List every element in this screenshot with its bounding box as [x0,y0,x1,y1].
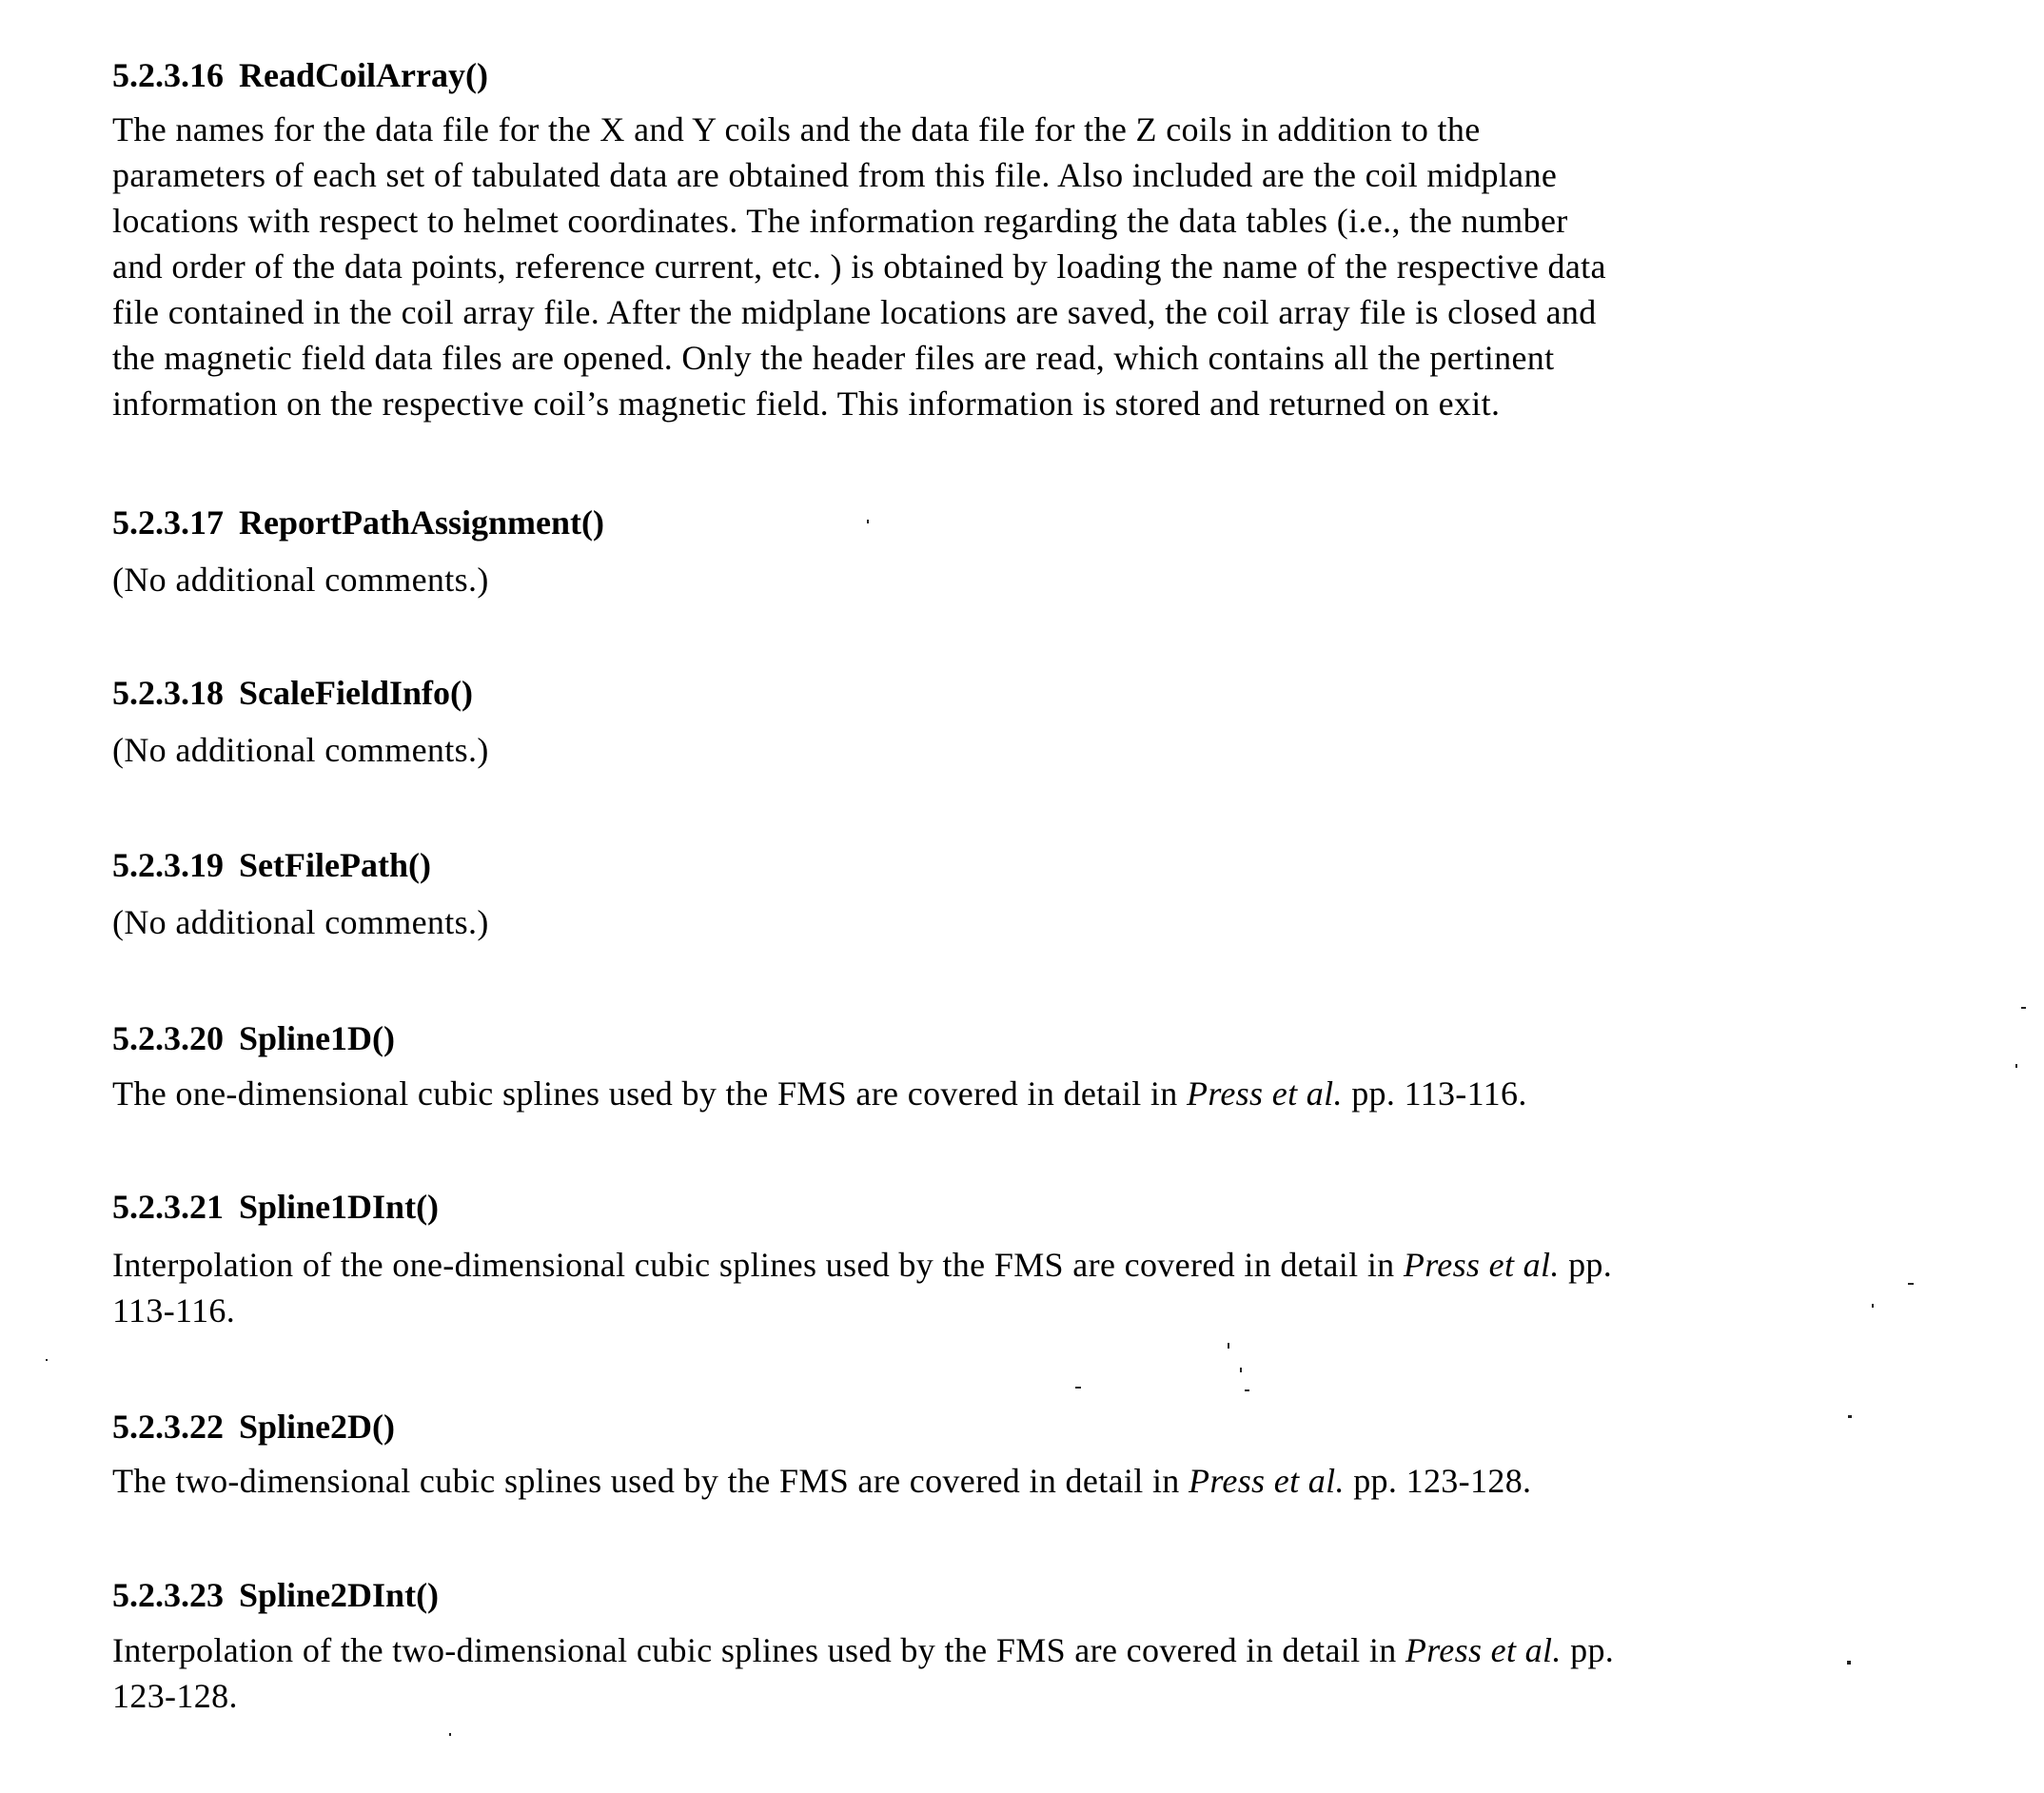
section-title: Spline1DInt() [239,1188,440,1226]
paragraph-text: Interpolation of the two-dimensional cubic splines used by the FMS are covered in detail in [112,1631,1405,1669]
paragraph-line: locations with respect to helmet coordinates. The information regarding the data tables (i.e., the number [112,202,1568,240]
section-title: Spline2DInt() [239,1576,440,1614]
section-number: 5.2.3.17 [112,503,224,542]
citation-reference: Press et al. [1189,1462,1345,1500]
scan-artifact [1245,1389,1249,1391]
paragraph-line: (No additional comments.) [112,903,489,941]
section-body-set-file-path [112,899,489,945]
paragraph-line: the magnetic field data files are opened. Only the header files are read, which contains all the pertinent [112,339,1555,377]
section-body-report-path-assignment [112,557,489,602]
section-heading-spline1d [112,1015,395,1061]
paragraph-line: parameters of each set of tabulated data are obtained from this file. Also included are the coil midplane [112,156,1558,194]
scan-artifact [867,520,869,523]
section-body-spline1d-int [112,1242,1612,1333]
section-title: Spline1D() [239,1019,396,1057]
paragraph-line: information on the respective coil’s magnetic field. This information is stored and returned on exit. [112,384,1501,423]
paragraph-text: The one-dimensional cubic splines used by the FMS are covered in detail in [112,1074,1187,1113]
paragraph-line [112,1627,1614,1673]
section-heading-report-path-assignment [112,500,604,545]
scan-artifact [1847,1661,1851,1665]
scan-artifact [1908,1283,1914,1285]
paragraph-line: file contained in the coil array file. After the midplane locations are saved, the coil array file is closed and [112,293,1597,331]
paragraph-line [112,1071,1527,1116]
section-title: Spline2D() [239,1408,396,1446]
section-body-scale-field-info [112,727,489,773]
section-title: SetFilePath() [239,846,431,884]
paragraph-line [112,1458,1531,1504]
paragraph-text: pp. 113-116. [1342,1074,1527,1113]
section-title: ReadCoilArray() [239,56,488,94]
section-body-spline1d [112,1071,1527,1116]
section-title: ReportPathAssignment() [239,503,604,542]
citation-reference: Press et al. [1403,1246,1560,1284]
citation-reference: Press et al. [1186,1074,1343,1113]
section-heading-spline2d-int [112,1572,439,1618]
section-number: 5.2.3.23 [112,1576,224,1614]
section-heading-scale-field-info [112,670,473,716]
scan-artifact [1228,1343,1229,1349]
section-body-spline2d-int [112,1627,1614,1719]
paragraph-line: 123-128. [112,1677,238,1715]
section-title: ScaleFieldInfo() [239,674,473,712]
paragraph-text: Interpolation of the one-dimensional cubic splines used by the FMS are covered in detail in [112,1246,1404,1284]
citation-reference: Press et al. [1405,1631,1562,1669]
section-number: 5.2.3.22 [112,1408,224,1446]
scan-artifact [2021,1007,2026,1009]
paragraph-text: pp. 123-128. [1344,1462,1532,1500]
paragraph-line: (No additional comments.) [112,561,489,599]
section-number: 5.2.3.20 [112,1019,224,1057]
paragraph-line: (No additional comments.) [112,731,489,769]
section-body-spline2d [112,1458,1531,1504]
section-number: 5.2.3.19 [112,846,224,884]
section-heading-spline2d [112,1404,395,1449]
paragraph-text: pp. [1559,1246,1613,1284]
scan-artifact [1872,1304,1874,1308]
scan-artifact [449,1733,451,1736]
section-number: 5.2.3.21 [112,1188,224,1226]
scan-artifact [2015,1064,2017,1068]
scan-artifact [1240,1368,1242,1372]
paragraph-text: pp. [1561,1631,1615,1669]
scan-artifact [46,1359,48,1361]
section-number: 5.2.3.16 [112,56,224,94]
section-heading-read-coil-array [112,52,488,98]
scan-artifact [1075,1387,1081,1389]
section-heading-set-file-path [112,842,431,888]
paragraph-line: The names for the data file for the X and Y coils and the data file for the Z coils in addition to the [112,110,1481,148]
paragraph-text: The two-dimensional cubic splines used by the FMS are covered in detail in [112,1462,1189,1500]
scan-artifact [1848,1415,1852,1418]
section-body-read-coil-array [112,107,1606,426]
paragraph-line: 113-116. [112,1291,236,1330]
section-number: 5.2.3.18 [112,674,224,712]
paragraph-line [112,1242,1612,1288]
section-heading-spline1d-int [112,1184,439,1230]
paragraph-line: and order of the data points, reference current, etc. ) is obtained by loading the name of the respective data [112,247,1606,286]
